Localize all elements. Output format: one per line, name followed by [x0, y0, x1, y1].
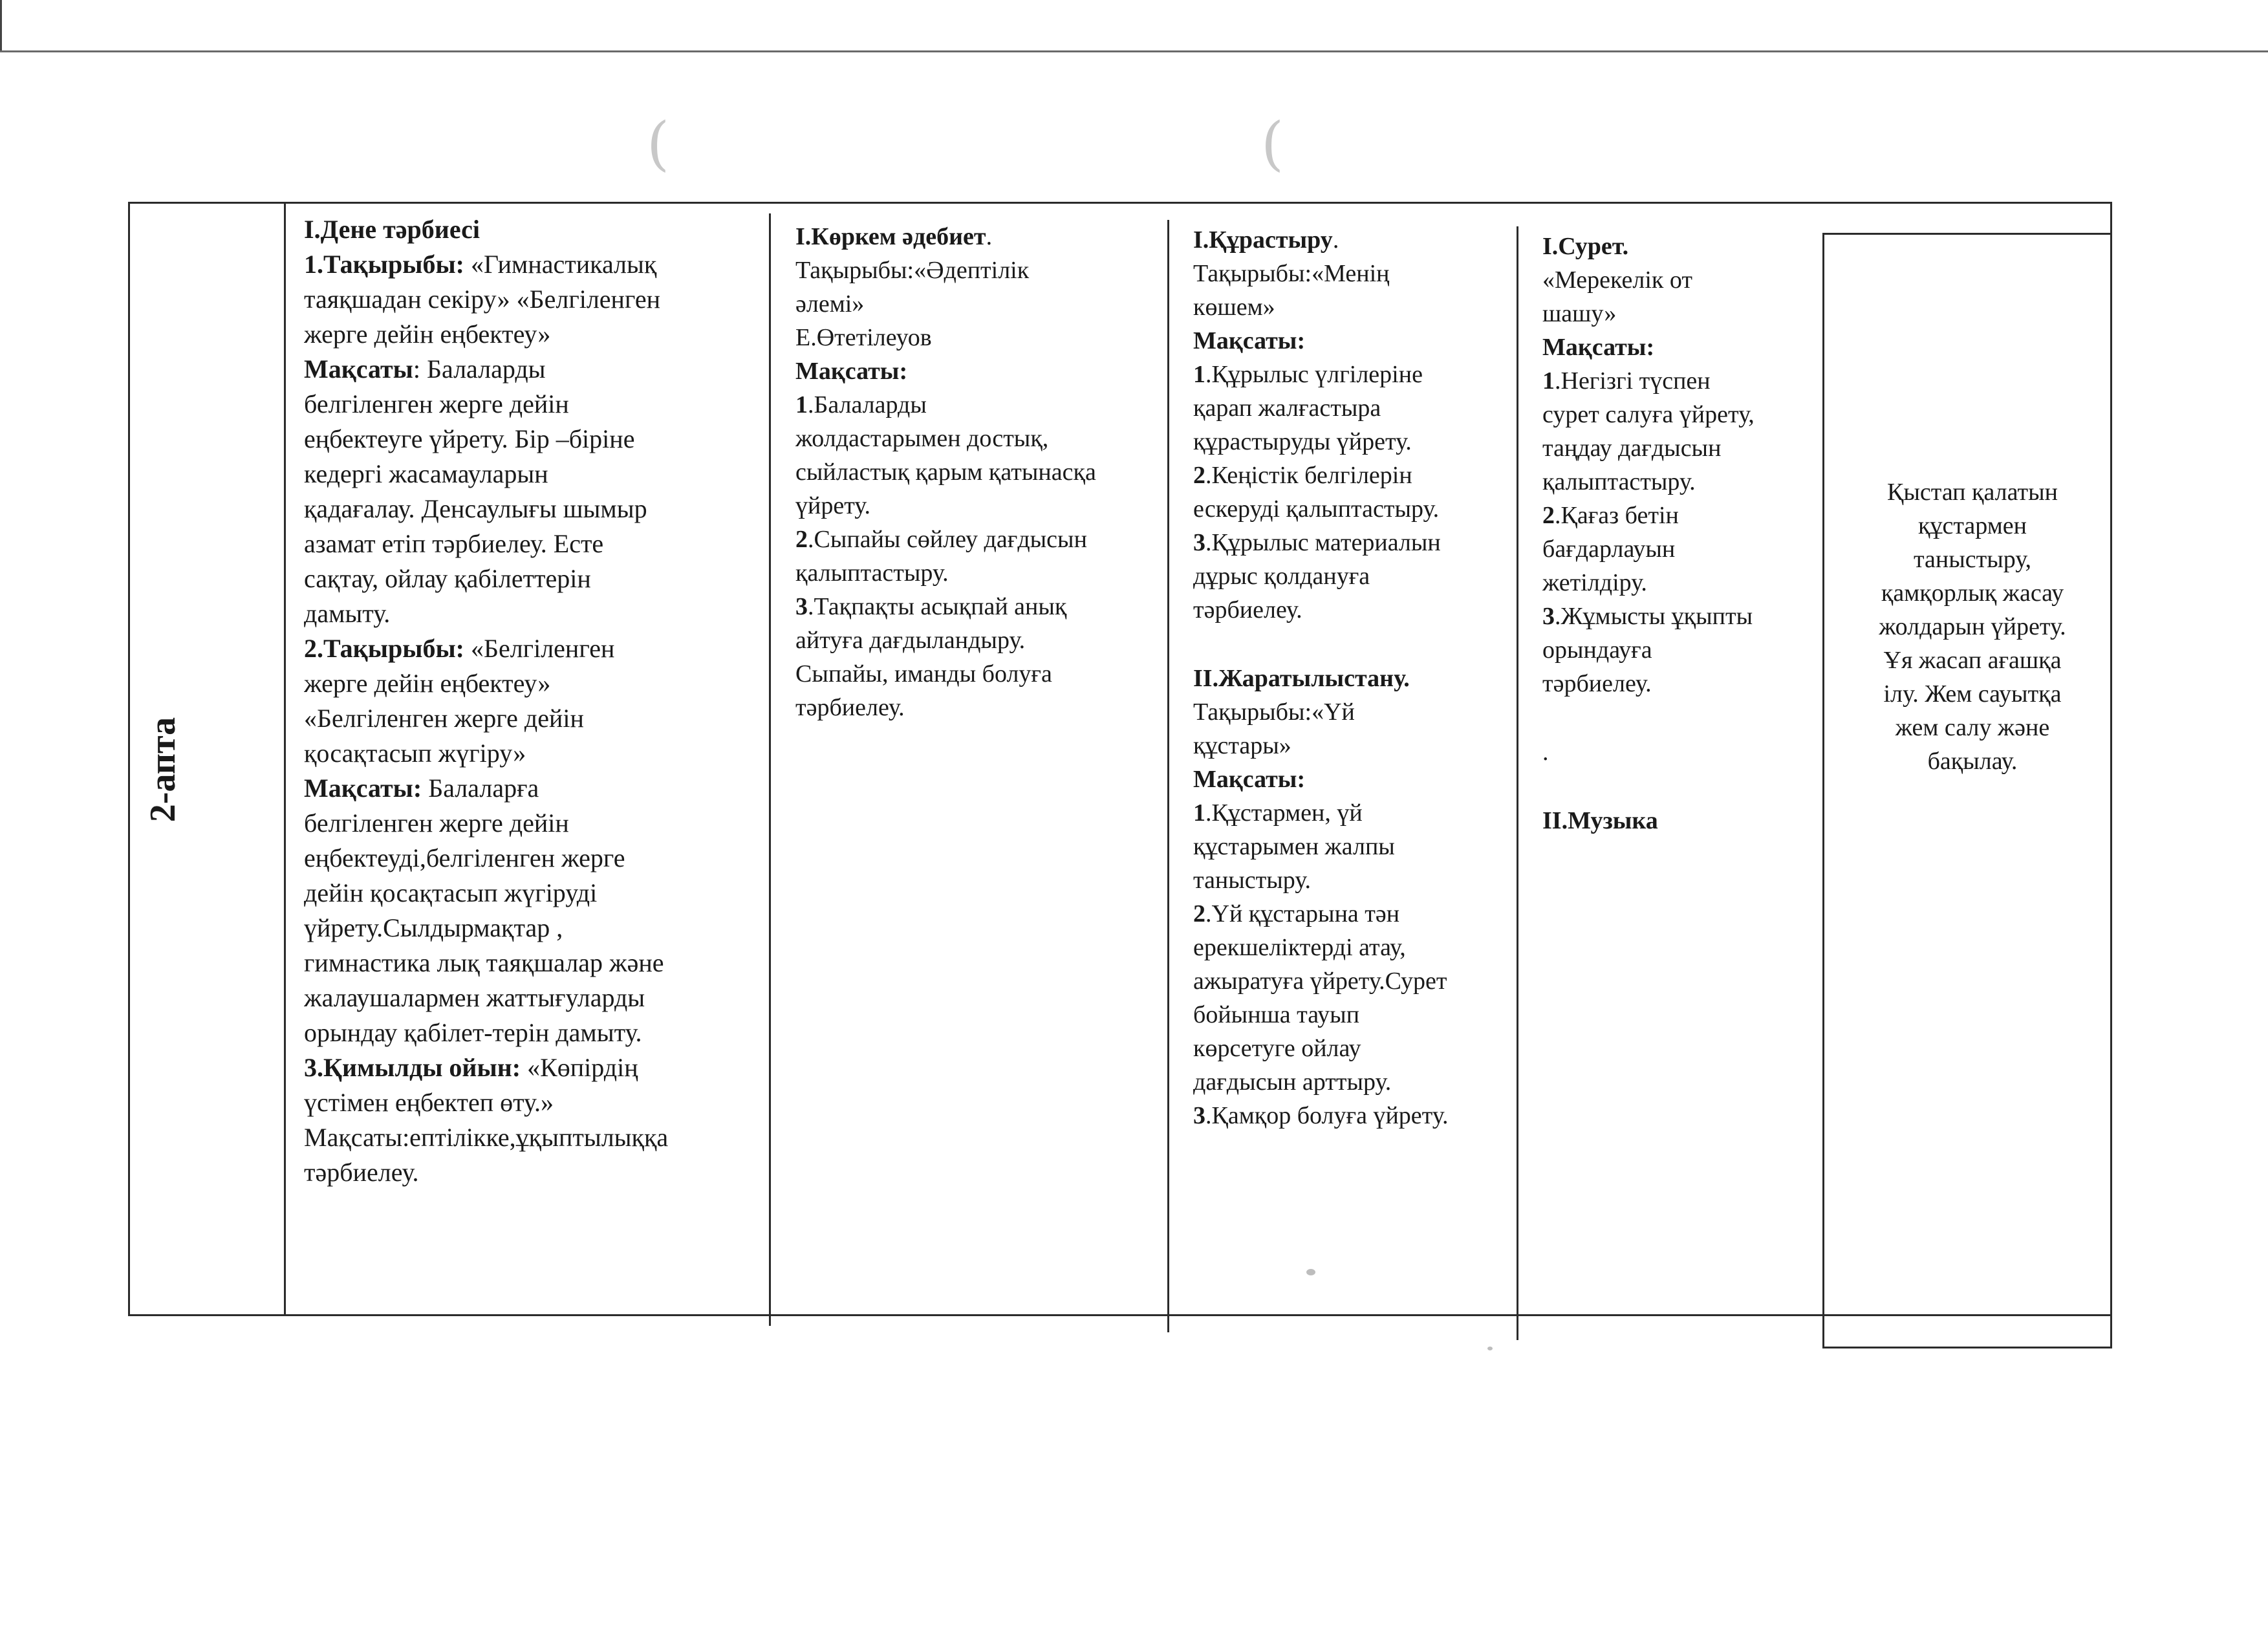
cell-line-text: «Белгіленген [464, 634, 615, 663]
cell-line [1542, 769, 1820, 804]
cell-line-text: жолдарын үйрету. [1879, 613, 2066, 640]
cell-line-text: . [1332, 226, 1339, 254]
cell-line-text: гимнастика лық таяқшалар және [304, 948, 664, 977]
column-divider [1517, 226, 1518, 1340]
cell-line [1542, 398, 1820, 431]
cell-line-text: .Кеңістік белгілерін [1205, 462, 1412, 489]
cell-line-text: жалаушалармен жаттығуларды [304, 983, 645, 1012]
cell-line-text: дамыту. [304, 599, 391, 628]
cell-line [1542, 532, 1820, 566]
cell-line-bold: II.Жаратылыстану. [1193, 665, 1410, 692]
cell-line-text: бойынша тауып [1193, 1001, 1360, 1028]
cell-line-text: таныстыру, [1913, 546, 2031, 573]
cell-line [304, 1155, 766, 1190]
cell-line [304, 561, 766, 596]
cell-line-text: жерге дейін еңбектеу» [304, 319, 551, 349]
cell-line-bold: 2.Тақырыбы: [304, 634, 464, 663]
cell-line-text: құрастыруды үйрету. [1193, 428, 1412, 455]
cell-line-text: .Балаларды [808, 391, 927, 418]
cell-line-text: қалыптастыру. [1542, 468, 1696, 495]
cell-line [1193, 1099, 1517, 1132]
cell-line [1193, 391, 1517, 425]
cell-line-bold: 1 [1542, 367, 1555, 395]
cell-line-bold: 3 [1193, 529, 1205, 556]
cell-line [1193, 459, 1517, 492]
cell-line [1193, 830, 1517, 863]
cell-line-text: белгіленген жерге дейін [304, 389, 569, 418]
cell-line [1193, 223, 1517, 257]
cell-line [795, 691, 1167, 724]
cell-line [1193, 425, 1517, 459]
cell-line [304, 352, 766, 387]
cell-line-text: Тақырыбы:«Үй [1193, 698, 1355, 726]
cell-line-text: Қыстап қалатын [1887, 479, 2058, 506]
cell-line-text: Мақсаты:ептілікке,ұқыптылыққа [304, 1123, 669, 1152]
cell-line [304, 841, 766, 876]
cell-line-text: «Гимнастикалық [464, 250, 657, 279]
cell-line-text: Тақырыбы:«Әдептілік [795, 257, 1030, 284]
cell-line-text: әлемі» [795, 290, 865, 318]
cell-line [795, 455, 1167, 489]
cell-line [304, 596, 766, 631]
cell-line-bold: 2 [1193, 900, 1205, 927]
cell-line [304, 631, 766, 666]
cell-line [1840, 509, 2105, 543]
cell-line-text: Тақырыбы:«Менің [1193, 260, 1390, 287]
cell-line [304, 911, 766, 946]
cell-walk-observation [1840, 475, 2105, 778]
cell-line-bold: 3.Қимылды ойын: [304, 1053, 521, 1082]
cell-line-text: ерекшеліктерді атау, [1193, 934, 1406, 961]
cell-line-text: жолдастарымен достық, [795, 425, 1049, 452]
cell-line-bold: Мақсаты: [1193, 327, 1306, 354]
cell-line [304, 422, 766, 457]
table-top-border [128, 202, 2112, 204]
cell-line-text: сурет салуға үйрету, [1542, 401, 1755, 428]
cell-line [304, 806, 766, 841]
cell-line [795, 590, 1167, 623]
cell-line-text: «Мерекелік от [1542, 266, 1692, 294]
cell-line [795, 657, 1167, 691]
cell-line [795, 321, 1167, 354]
cell-line-text: .Үй құстарына тән [1205, 900, 1400, 927]
cell-physical-education [304, 212, 766, 1190]
cell-line-bold: II.Музыка [1542, 807, 1658, 834]
cell-line-text: Е.Өтетілеуов [795, 324, 932, 351]
cell-line [304, 387, 766, 422]
cell-line-text: қадағалау. Денсаулығы шымыр [304, 494, 647, 523]
cell-line-text: сыйластық қарым қатынасқа [795, 459, 1096, 486]
cell-line-bold: 1 [1193, 361, 1205, 388]
cell-line [1542, 600, 1820, 633]
cell-line-text: ілу. Жем сауытқа [1883, 680, 2062, 708]
cell-line-bold: Мақсаты [304, 354, 413, 384]
scan-smudge [1306, 1269, 1315, 1275]
cell-line-bold: Мақсаты: [304, 774, 422, 803]
cell-line-text: құстары» [1193, 732, 1291, 759]
cell-line [795, 489, 1167, 523]
cell-line-text: . [1542, 739, 1549, 766]
punch-mark-right: ( [1261, 110, 1284, 178]
cell-line-text: шашу» [1542, 300, 1617, 327]
cell-line-text: дейін қосақтасып жүгіруді [304, 878, 598, 907]
cell-line-text: қалыптастыру. [795, 559, 949, 587]
cell-line-bold: 1 [1193, 799, 1205, 827]
column-divider [769, 213, 771, 1326]
cell-line [1542, 633, 1820, 667]
cell-line [1193, 729, 1517, 763]
cell-line-text: .Жұмысты ұқыпты [1555, 603, 1753, 630]
cell-line-text: .Қамқор болуға үйрету. [1205, 1102, 1449, 1129]
cell-line [1193, 897, 1517, 931]
table-left-border [128, 202, 130, 1316]
cell-line-text: жерге дейін еңбектеу» [304, 669, 551, 698]
cell-line-text: бақылау. [1927, 748, 2018, 775]
cell-line [304, 212, 766, 247]
week-label: 2-апта [143, 717, 183, 823]
cell-line-bold: 1.Тақырыбы: [304, 250, 464, 279]
cell-line [1193, 796, 1517, 830]
cell-line [1542, 297, 1820, 330]
cell-line [1840, 711, 2105, 744]
cell-line-text: Сыпайы, иманды болуға [795, 660, 1052, 688]
cell-line [1840, 543, 2105, 576]
column-divider [1822, 233, 1824, 1347]
cell-line [1193, 863, 1517, 897]
cell-line-text: сақтау, ойлау қабілеттерін [304, 564, 591, 593]
cell-line [795, 220, 1167, 254]
cell-line-text: азамат етіп тәрбиелеу. Есте [304, 529, 604, 558]
cell-line-text: бағдарлауын [1542, 536, 1676, 563]
scan-left-mark [0, 0, 2, 50]
cell-line-text: .Құрылыс материалын [1205, 529, 1441, 556]
cell-line [1542, 263, 1820, 297]
cell-line [1840, 677, 2105, 711]
cell-line [1542, 566, 1820, 600]
cell-line [795, 623, 1167, 657]
cell-line-text: үйрету. [795, 492, 871, 519]
cell-line [304, 457, 766, 492]
cell-line [795, 287, 1167, 321]
punch-mark-left: ( [647, 110, 670, 178]
cell-line [1542, 667, 1820, 700]
cell-literature [795, 220, 1167, 724]
table-bottom-border-step [1822, 1347, 2112, 1348]
cell-line-text: таныстыру. [1193, 867, 1312, 894]
cell-line [304, 1050, 766, 1085]
cell-line-bold: I.Сурет. [1542, 233, 1629, 260]
cell-line-text: тәрбиелеу. [1542, 670, 1652, 697]
cell-line-text: үстімен еңбектеп өту.» [304, 1088, 554, 1117]
column-divider [284, 202, 286, 1316]
cell-line [1542, 804, 1820, 838]
cell-line [304, 1085, 766, 1120]
cell-line-text: құстармен [1918, 512, 2027, 539]
cell-line [795, 523, 1167, 556]
cell-line [304, 946, 766, 980]
cell-line-text: тәрбиелеу. [304, 1158, 419, 1187]
cell-line-text: қарап жалғастыра [1193, 395, 1381, 422]
cell-line-bold: I.Дене тәрбиесі [304, 215, 480, 244]
cell-line-bold: 2 [795, 526, 808, 553]
cell-line [1193, 964, 1517, 998]
cell-construction-nature [1193, 223, 1517, 1132]
cell-line [304, 736, 766, 771]
cell-line-text: орындау қабілет-терін дамыту. [304, 1018, 642, 1047]
cell-line-text: жем салу және [1895, 714, 2050, 741]
cell-line-text: .Қағаз бетін [1555, 502, 1679, 529]
column-divider [1167, 220, 1169, 1332]
cell-line-text: орындауға [1542, 636, 1652, 664]
cell-line-text: ажыратуға үйрету.Сурет [1193, 968, 1447, 995]
cell-line [1193, 492, 1517, 526]
cell-line [795, 388, 1167, 422]
cell-line [1542, 431, 1820, 465]
cell-line [1193, 290, 1517, 324]
cell-line-text: айтуға дағдыландыру. [795, 627, 1026, 654]
scan-smudge [1487, 1347, 1493, 1350]
cell-line-bold: Мақсаты: [1193, 766, 1306, 793]
cell-line [1542, 465, 1820, 499]
cell-line-text: дағдысын арттыру. [1193, 1068, 1392, 1096]
cell-line [1542, 230, 1820, 263]
cell-line-bold: I.Көркем әдебиет [795, 223, 986, 250]
cell-line-text: таяқшадан секіру» «Белгіленген [304, 285, 660, 314]
cell-line-bold: 3 [1542, 603, 1555, 630]
cell-line-text: таңдау дағдысын [1542, 435, 1722, 462]
cell-line-bold: 3 [1193, 1102, 1205, 1129]
cell-line [795, 422, 1167, 455]
cell-line-text: дұрыс қолдануға [1193, 563, 1370, 590]
cell-line-bold: 2 [1542, 502, 1555, 529]
cell-line [304, 282, 766, 317]
cell-line [1193, 593, 1517, 627]
cell-line [1542, 700, 1820, 735]
cell-line-text: .Құстармен, үй [1205, 799, 1363, 827]
cell-line [1542, 330, 1820, 364]
cell-line [1840, 576, 2105, 610]
cell-line-text: .Тақпақты асықпай анық [808, 593, 1067, 620]
cell-line [304, 701, 766, 736]
cell-line [304, 1015, 766, 1050]
cell-drawing-music [1542, 230, 1820, 838]
cell-line-bold: 2 [1193, 462, 1205, 489]
cell-line-text: көрсетуге ойлау [1193, 1035, 1361, 1062]
cell-line-text: Балаларға [422, 774, 539, 803]
cell-line [795, 254, 1167, 287]
cell-line [1193, 324, 1517, 358]
cell-line-text: белгіленген жерге дейін [304, 808, 569, 838]
cell-line [1193, 627, 1517, 662]
cell-line-text: «Белгіленген жерге дейін [304, 704, 584, 733]
cell-line [1840, 644, 2105, 677]
cell-line [795, 354, 1167, 388]
cell-line [1193, 998, 1517, 1032]
cell-line-bold: Мақсаты: [1542, 334, 1655, 361]
table-right-border [2110, 202, 2112, 1348]
table-bottom-border [128, 1314, 2112, 1316]
cell-line-bold: I.Құрастыру [1193, 226, 1333, 254]
cell-line [1193, 257, 1517, 290]
cell-line-text: көшем» [1193, 294, 1275, 321]
cell-line [1193, 1032, 1517, 1065]
cell-line [1542, 735, 1820, 769]
cell-line-text: жетілдіру. [1542, 569, 1647, 596]
cell-line [1542, 364, 1820, 398]
cell-line-text: ескеруді қалыптастыру. [1193, 495, 1440, 523]
cell-line [1193, 662, 1517, 695]
table-top-border-step [1822, 233, 2112, 235]
cell-line [304, 876, 766, 911]
cell-line-text: тәрбиелеу. [1193, 596, 1302, 623]
cell-line-text: «Көпірдің [521, 1053, 638, 1082]
cell-line-text: .Негізгі түспен [1555, 367, 1711, 395]
cell-line-bold: 3 [795, 593, 808, 620]
cell-line-bold: Мақсаты: [795, 358, 908, 385]
cell-line [304, 980, 766, 1015]
cell-line [1840, 744, 2105, 778]
cell-line [304, 492, 766, 526]
cell-line-text: . [986, 223, 993, 250]
cell-line [1193, 559, 1517, 593]
cell-line [1193, 695, 1517, 729]
cell-line [304, 1120, 766, 1155]
scan-top-border [0, 0, 2268, 52]
cell-line-bold: 1 [795, 391, 808, 418]
cell-line-text: : Балаларды [413, 354, 546, 384]
cell-line [304, 317, 766, 352]
cell-line-text: еңбектеуге үйрету. Бір –біріне [304, 424, 635, 453]
cell-line [304, 526, 766, 561]
cell-line [304, 666, 766, 701]
cell-line [1840, 475, 2105, 509]
cell-line [1193, 931, 1517, 964]
cell-line [1193, 526, 1517, 559]
cell-line-text: кедергі жасамауларын [304, 459, 548, 488]
cell-line-text: қосақтасып жүгіру» [304, 739, 526, 768]
cell-line [304, 247, 766, 282]
cell-line [1840, 610, 2105, 644]
cell-line [304, 771, 766, 806]
cell-line [1193, 358, 1517, 391]
cell-line [1542, 499, 1820, 532]
cell-line [1193, 763, 1517, 796]
cell-line-text: тәрбиелеу. [795, 694, 905, 721]
cell-line-text: үйрету.Сылдырмақтар , [304, 913, 563, 942]
cell-line-text: еңбектеуді,белгіленген жерге [304, 843, 625, 872]
cell-line-text: .Құрылыс үлгілеріне [1205, 361, 1423, 388]
cell-line-text: .Сыпайы сөйлеу дағдысын [808, 526, 1087, 553]
cell-line [1193, 1065, 1517, 1099]
cell-line-text: құстарымен жалпы [1193, 833, 1395, 860]
cell-line [795, 556, 1167, 590]
cell-line-text: қамқорлық жасау [1881, 579, 2064, 607]
cell-line-text: Ұя жасап ағашқа [1883, 647, 2062, 674]
